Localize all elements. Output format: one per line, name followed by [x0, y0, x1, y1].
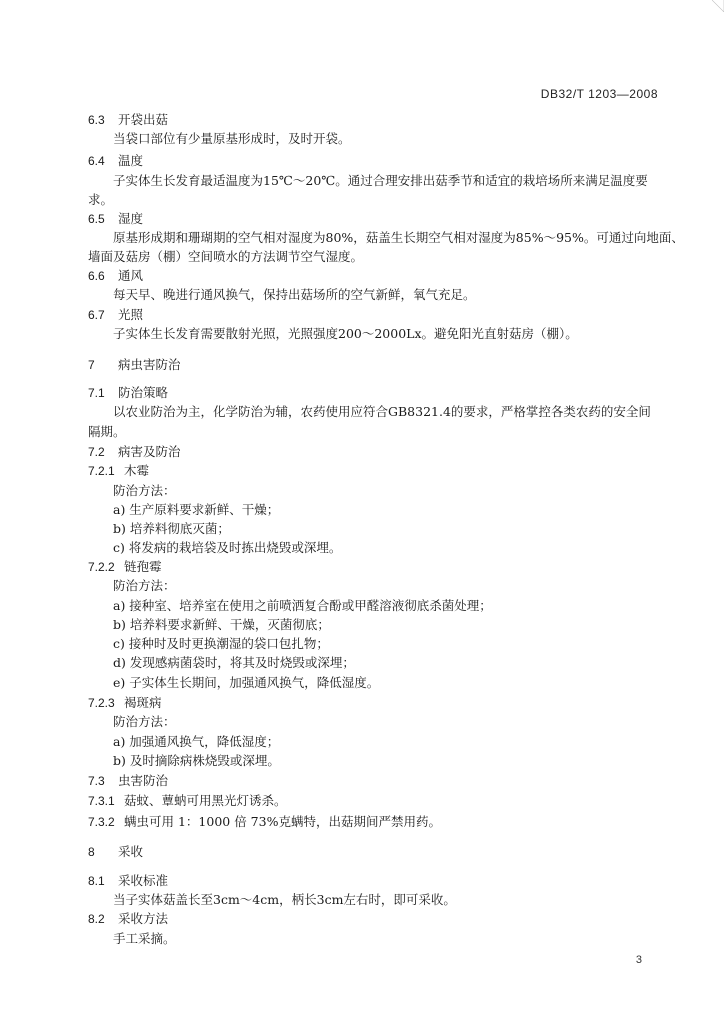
- paragraph: 子实体生长发育最适温度为15℃～20℃。通过合理安排出菇季节和适宜的栽培场所来满足温度要: [113, 173, 648, 188]
- paragraph: 每天早、晚进行通风换气，保持出菇场所的空气新鲜，氧气充足。: [113, 287, 476, 302]
- method-label: 防治方法：: [113, 714, 176, 729]
- section-number: 6.3: [88, 113, 105, 127]
- paragraph: 当子实体菇盖长至3cm～4cm，柄长3cm左右时，即可采收。: [113, 892, 456, 907]
- subsection-number: 7.3.2: [88, 815, 115, 829]
- paragraph-continuation: 墙面及菇房（棚）空间喷水的方法调节空气湿度。: [88, 249, 364, 264]
- subsection-heading: [88, 558, 162, 576]
- subsection-number: 7.2.2: [88, 560, 115, 574]
- list-item: b) 培养料彻底灭菌；: [113, 521, 230, 536]
- section-title: 采收标准: [118, 873, 169, 888]
- section-heading: [88, 111, 168, 129]
- paragraph: 以农业防治为主，化学防治为辅，农药使用应符合GB8321.4的要求，严格掌控各类农药的安全间: [113, 404, 651, 419]
- section-title: 开袋出菇: [118, 112, 169, 127]
- list-item: c) 接种时及时更换潮湿的袋口包扎物；: [113, 636, 329, 651]
- section-heading: [88, 267, 143, 285]
- paragraph-continuation: 求。: [88, 192, 114, 207]
- section-number: 6.6: [88, 269, 105, 283]
- subsection-number: 7.2.3: [88, 696, 115, 710]
- list-item: a) 生产原料要求新鲜、干燥；: [113, 502, 280, 517]
- subsection-item: [88, 792, 287, 810]
- section-number: 7.2: [88, 445, 105, 459]
- section-number: 6.4: [88, 154, 105, 168]
- corner-mark-icon: [712, 0, 724, 12]
- section-heading: [88, 772, 168, 790]
- section-number: 6.7: [88, 308, 105, 322]
- paragraph: 子实体生长发育需要散射光照，光照强度200～2000Lx。避免阳光直射菇房（棚）。: [113, 326, 578, 341]
- section-number: 6.5: [88, 212, 105, 226]
- section-heading: [88, 210, 143, 228]
- subsection-item: [88, 813, 441, 831]
- section-number: 8.1: [88, 874, 105, 888]
- section-heading: [88, 910, 168, 928]
- method-label: 防治方法：: [113, 578, 176, 593]
- paragraph: 原基形成期和珊瑚期的空气相对湿度为80%，菇盖生长期空气相对湿度为85%～95%。可通过向地面、: [113, 230, 684, 245]
- section-heading: [88, 384, 168, 402]
- list-item: b) 及时摘除病株烧毁或深埋。: [113, 753, 280, 768]
- section-number: 7.1: [88, 386, 105, 400]
- list-item: b) 培养料要求新鲜、干燥，灭菌彻底；: [113, 617, 330, 632]
- list-item: a) 接种室、培养室在使用之前喷洒复合酚或甲醛溶液彻底杀菌处理；: [113, 598, 492, 613]
- section-heading: [88, 872, 168, 890]
- section-title: 防治策略: [118, 385, 169, 400]
- section-heading: [88, 152, 143, 170]
- chapter-number: 8: [88, 845, 95, 859]
- list-item: e) 子实体生长期间，加强通风换气，降低湿度。: [113, 675, 380, 690]
- chapter-heading: [88, 356, 181, 374]
- method-label: 防治方法：: [113, 483, 176, 498]
- section-title: 温度: [118, 153, 144, 168]
- section-title: 虫害防治: [118, 773, 169, 788]
- subsection-number: 7.3.1: [88, 794, 115, 808]
- section-heading: [88, 306, 143, 324]
- subsection-body: 螨虫可用 1：1000 倍 73%克螨特，出菇期间严禁用药。: [124, 814, 441, 829]
- chapter-heading: [88, 843, 143, 861]
- section-number: 7.3: [88, 774, 105, 788]
- section-number: 8.2: [88, 912, 105, 926]
- subsection-heading: [88, 694, 162, 712]
- standard-code: DB32/T 1203—2008: [540, 87, 658, 101]
- paragraph-continuation: 隔期。: [88, 424, 126, 439]
- list-item: a) 加强通风换气，降低湿度；: [113, 734, 280, 749]
- section-title: 光照: [118, 307, 144, 322]
- chapter-number: 7: [88, 358, 95, 372]
- subsection-heading: [88, 462, 149, 480]
- paragraph: 手工采摘。: [113, 931, 176, 946]
- subsection-body: 菇蚊、蕈蚋可用黑光灯诱杀。: [124, 793, 287, 808]
- section-title: 病害及防治: [118, 444, 181, 459]
- paragraph: 当袋口部位有少量原基形成时，及时开袋。: [113, 131, 351, 146]
- section-title: 湿度: [118, 211, 144, 226]
- subsection-title: 木霉: [124, 463, 150, 478]
- chapter-title: 采收: [118, 844, 144, 859]
- chapter-title: 病虫害防治: [118, 357, 181, 372]
- section-title: 通风: [118, 268, 144, 283]
- section-heading: [88, 443, 181, 461]
- subsection-title: 褐斑病: [124, 695, 162, 710]
- list-item: c) 将发病的栽培袋及时拣出烧毁或深埋。: [113, 540, 342, 555]
- section-title: 采收方法: [118, 911, 169, 926]
- subsection-number: 7.2.1: [88, 464, 115, 478]
- page-number: 3: [635, 954, 642, 966]
- subsection-title: 链孢霉: [124, 559, 162, 574]
- list-item: d) 发现感病菌袋时，将其及时烧毁或深埋；: [113, 655, 355, 670]
